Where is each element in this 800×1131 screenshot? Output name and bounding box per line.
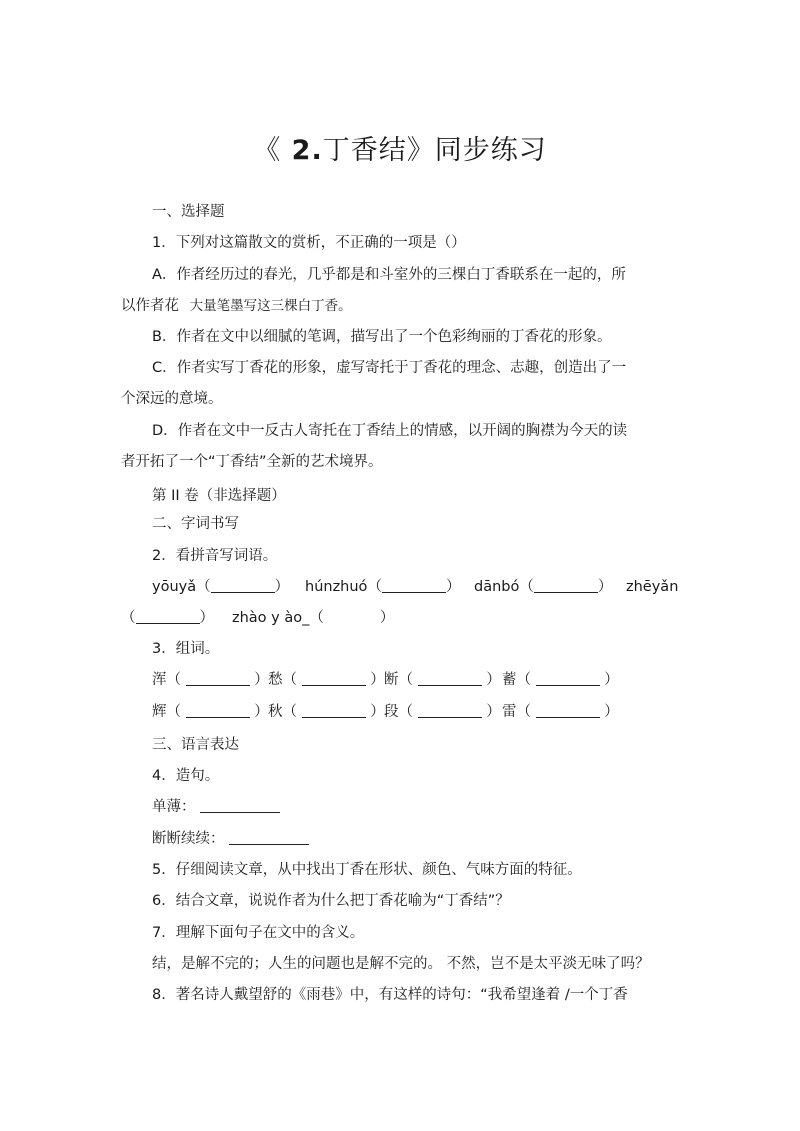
- pinyin-item: dānbó（ ）: [474, 579, 613, 595]
- character: 辉: [152, 704, 167, 720]
- pinyin-item: yōuyǎ（ ）: [152, 579, 290, 595]
- pinyin-label: zhēyǎn: [626, 579, 679, 595]
- option-a-text: 以作者花: [121, 298, 179, 314]
- word-prompt: 单薄：: [152, 799, 196, 815]
- word-item: 段（ ）: [384, 704, 501, 720]
- answer-blank[interactable]: [186, 703, 250, 718]
- option-d-line1: D．作者在文中一反古人寄托在丁香结上的情感，以开阔的胸襟为今天的读: [152, 423, 628, 439]
- sentence-item: [152, 798, 280, 816]
- character: 断: [384, 672, 399, 688]
- word-item: 蓄（ ）: [502, 672, 619, 688]
- character: 雷: [502, 704, 517, 720]
- question-5: 5．仔细阅读文章，从中找出丁香在形状、颜色、气味方面的特征。: [152, 862, 582, 878]
- answer-blank[interactable]: [534, 578, 598, 593]
- question-7: 7．理解下面句子在文中的含义。: [152, 925, 365, 941]
- option-a-text-tail: 大量笔墨写这三棵白丁香。: [189, 298, 352, 314]
- answer-blank[interactable]: [418, 671, 482, 686]
- answer-blank[interactable]: [536, 703, 600, 718]
- pinyin-item: húnzhuó（ ）: [305, 579, 461, 595]
- word-item: 雷（ ）: [502, 704, 619, 720]
- character: 蓄: [502, 672, 517, 688]
- pinyin-item: [626, 578, 678, 596]
- answer-blank[interactable]: [302, 671, 366, 686]
- character: 浑: [152, 672, 167, 688]
- pinyin-label: zhào y ào: [232, 610, 303, 626]
- answer-blank[interactable]: [382, 578, 446, 593]
- word-prompt: 断断续续：: [152, 831, 225, 847]
- question-4: 4．造句。: [152, 768, 220, 784]
- page-title: [0, 128, 800, 167]
- answer-blank[interactable]: [136, 609, 200, 624]
- section-heading-choice: 一、选择题: [152, 204, 225, 220]
- pinyin-item: zhào y ào_（ ）: [232, 610, 395, 626]
- sentence-item: [152, 830, 309, 848]
- question-6: 6．结合文章，说说作者为什么把丁香花喻为“丁香结”？: [152, 893, 510, 909]
- title-text: 丁香结》同步练习: [322, 135, 547, 166]
- character: 秋: [268, 704, 283, 720]
- volume-two-heading: 第 II 卷（非选择题）: [152, 488, 286, 504]
- pinyin-label: húnzhuó: [305, 579, 368, 595]
- answer-blank[interactable]: [200, 798, 280, 813]
- character: 段: [384, 704, 399, 720]
- answer-blank[interactable]: [186, 671, 250, 686]
- quoted-sentence: 结，是解不完的；人生的问题也是解不完的。 不然，岂不是太平淡无味了吗？: [152, 956, 650, 972]
- answer-blank[interactable]: [418, 703, 482, 718]
- option-c-line2: 个深远的意境。: [121, 391, 223, 407]
- option-c-line1: C．作者实写丁香花的形象，虚写寄托于丁香花的理念、志趣，创造出了一: [152, 360, 627, 376]
- option-a-line2: [121, 297, 352, 315]
- option-a-line1: A．作者经历过的春光，几乎都是和斗室外的三棵白丁香联系在一起的，所: [152, 267, 626, 283]
- character: 愁: [268, 672, 283, 688]
- title-bracket: 《: [253, 135, 282, 166]
- word-item: 浑（ ）: [152, 672, 269, 688]
- pinyin-label: yōuyǎ: [152, 579, 197, 595]
- answer-blank[interactable]: [211, 578, 275, 593]
- section-heading-words: 二、字词书写: [152, 516, 239, 532]
- pinyin-label: dānbó: [474, 579, 520, 595]
- title-number: 2.: [281, 135, 323, 166]
- answer-blank[interactable]: [302, 703, 366, 718]
- answer-blank[interactable]: [536, 671, 600, 686]
- answer-blank[interactable]: [229, 830, 309, 845]
- question-3: 3．组词。: [152, 641, 220, 657]
- question-1: 1．下列对这篇散文的赏析，不正确的一项是（）: [152, 235, 466, 251]
- option-b: B．作者在文中以细腻的笔调，描写出了一个色彩绚丽的丁香花的形象。: [152, 329, 612, 345]
- question-8: 8．著名诗人戴望舒的《雨巷》中，有这样的诗句：“我希望逢着 /一个丁香: [152, 987, 628, 1003]
- word-item: 辉（ ）: [152, 704, 269, 720]
- word-item: 断（ ）: [384, 672, 501, 688]
- option-d-line2: 者开拓了一个“丁香结”全新的艺术境界。: [121, 454, 383, 470]
- question-2: 2．看拼音写词语。: [152, 548, 278, 564]
- section-heading-expression: 三、语言表达: [152, 737, 239, 753]
- word-item: 秋（ ）: [268, 704, 385, 720]
- pinyin-item-continued: （ ）: [121, 610, 214, 626]
- word-item: 愁（ ）: [268, 672, 385, 688]
